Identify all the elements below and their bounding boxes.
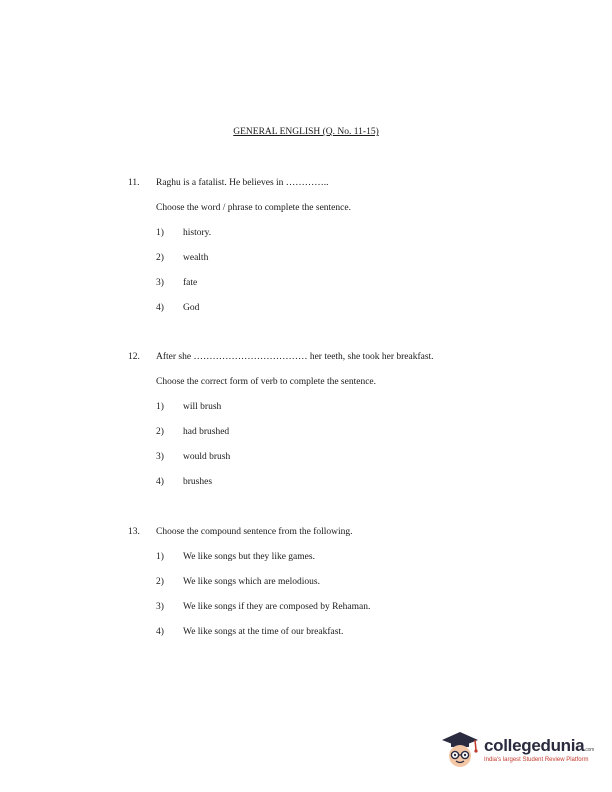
question-instruction: Choose the correct form of verb to complete the sentence. (156, 377, 376, 387)
question-number: 11. (128, 178, 140, 188)
collegedunia-logo[interactable] (438, 728, 598, 772)
logo-wordmark: collegedunia.com (484, 736, 594, 755)
question-text: After she ……………………………… her teeth, she took her breakfast. (156, 352, 434, 362)
question-13 (128, 527, 568, 637)
question-text: Choose the compound sentence from the following. (156, 527, 353, 537)
logo-tagline: India's largest Student Review Platform (484, 757, 589, 763)
question-instruction: Choose the word / phrase to complete the sentence. (156, 203, 351, 213)
option-3: 3) fate (156, 278, 198, 288)
option-1: 1) will brush (156, 402, 222, 412)
section-title: GENERAL ENGLISH (Q. No. 11-15) (233, 127, 379, 137)
option-1: 1) history. (156, 228, 212, 238)
question-11 (128, 178, 568, 313)
question-text: Raghu is a fatalist. He believes in ………….. (156, 178, 329, 188)
option-4: 4) God (156, 303, 200, 313)
option-3: 3) would brush (156, 452, 231, 462)
option-2: 2) had brushed (156, 427, 230, 437)
option-2: 2) We like songs which are melodious. (156, 577, 320, 587)
student-mascot-icon (438, 728, 482, 772)
option-4: 4) We like songs at the time of our breakfast. (156, 627, 344, 637)
option-4: 4) brushes (156, 477, 213, 487)
question-12 (128, 352, 568, 487)
question-number: 12. (128, 352, 140, 362)
option-2: 2) wealth (156, 253, 209, 263)
question-number: 13. (128, 527, 140, 537)
option-1: 1) We like songs but they like games. (156, 552, 315, 562)
option-3: 3) We like songs if they are composed by Rehaman. (156, 602, 371, 612)
